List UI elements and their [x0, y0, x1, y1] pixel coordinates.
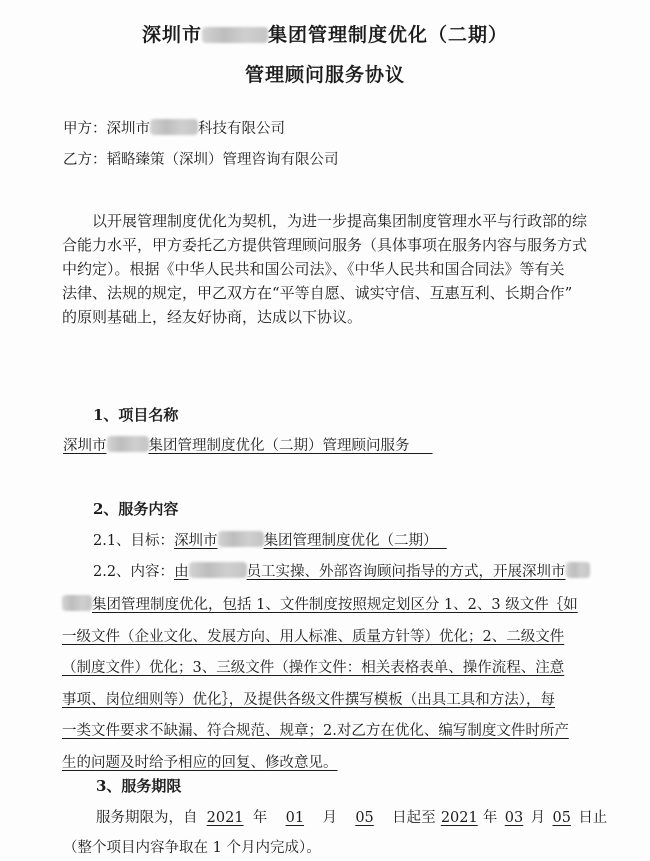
redacted-company-name	[218, 531, 264, 547]
redacted-company-name	[189, 562, 247, 578]
document-title	[0, 20, 650, 47]
redacted-company-name	[202, 27, 268, 43]
content-label: 2.2、内容：	[93, 564, 175, 580]
redacted-company-name	[62, 595, 92, 611]
service-content-first-line	[93, 560, 590, 581]
start-month: 01	[285, 810, 305, 826]
end-unit: 日止	[578, 810, 608, 826]
service-term	[96, 806, 607, 827]
content-first-a: 由	[174, 564, 189, 580]
goal-prefix: 深圳市	[174, 533, 218, 549]
section-heading-service-term: 3、服务期限	[96, 777, 182, 795]
start-year: 2021	[206, 810, 244, 826]
goal-value	[174, 533, 447, 549]
intro-paragraph	[62, 209, 622, 329]
section-heading-service-content: 2、服务内容	[93, 500, 179, 518]
title-prefix: 深圳市	[141, 24, 202, 46]
term-prefix: 服务期限为，自	[96, 810, 198, 826]
content-line: 生的问题及时给予相应的回复、修改意见。	[62, 754, 338, 771]
content-line: 一类文件要求不缺漏、符合规范、规章；2.对乙方在优化、编写制度文件时所产	[62, 723, 569, 739]
month-unit: 月	[530, 810, 546, 826]
document-subtitle: 管理顾问服务协议	[244, 64, 405, 86]
month-unit: 月	[322, 810, 337, 826]
party-a-prefix: 甲方：深圳市	[63, 121, 150, 137]
end-month: 03	[504, 810, 524, 826]
redacted-company-name	[107, 436, 149, 452]
term-note: （整个项目内容争取在 1 个月内完成）。	[63, 840, 321, 856]
intro-line: 以开展管理制度优化为契机，为进一步提高集团制度管理水平与行政部的综	[92, 212, 588, 230]
service-goal	[93, 529, 447, 550]
intro-line: 法律、法规的规定，甲乙双方在“平等自愿、诚实守信、互惠互利、长期合作”	[62, 284, 573, 302]
content-line: 一级文件（企业文化、发展方向、用人标准、质量方针等）优化；2、二级文件	[62, 628, 565, 645]
title-suffix: 集团管理制度优化（二期）	[268, 24, 509, 46]
year-unit: 年	[252, 810, 268, 826]
section-heading-project-name: 1、项目名称	[93, 406, 179, 424]
from-unit: 日起至	[392, 810, 436, 826]
project-name-suffix: 集团管理制度优化（二期）管理顾问服务	[148, 438, 410, 454]
content-line: 事项、岗位细则等）优化｝，及提供各级文件撰写模板（出具工具和方法），每	[62, 691, 555, 708]
redacted-company-name	[150, 119, 198, 135]
content-line	[62, 590, 622, 622]
service-content-paragraph	[62, 590, 622, 779]
party-a	[63, 117, 285, 138]
content-second: 集团管理制度优化，包括 1、文件制度按照规定划区分 1、2、3 级文件｛如	[92, 597, 578, 613]
redacted-company-name	[566, 562, 590, 578]
year-unit: 年	[482, 810, 498, 826]
end-year: 2021	[440, 810, 478, 826]
content-line: （制度文件）优化；3、三级文件（操作文件：相关表格表单、操作流程、注意	[62, 660, 565, 676]
party-b: 乙方：韬略臻策（深圳）管理咨询有限公司	[63, 152, 339, 168]
intro-line: 的原则基础上，经友好协商，达成以下协议。	[62, 308, 363, 326]
goal-suffix: 集团管理制度优化（二期）	[263, 533, 438, 549]
intro-line: 合能力水平，甲方委托乙方提供管理顾问服务（具体事项在服务内容与服务方式	[62, 236, 588, 254]
end-day: 05	[552, 810, 571, 826]
content-first-b: 员工实操、外部咨询顾问指导的方式，开展深圳市	[246, 564, 566, 580]
intro-line: 中约定）。根据《中华人民共和国公司法》、《中华人民共和国合同法》等有关	[62, 260, 565, 278]
content-first-value	[174, 564, 590, 580]
project-name-prefix: 深圳市	[63, 438, 107, 454]
project-name	[63, 434, 433, 455]
goal-label: 2.1、目标：	[93, 533, 175, 549]
party-a-suffix: 科技有限公司	[198, 121, 285, 137]
start-day: 05	[355, 810, 374, 826]
